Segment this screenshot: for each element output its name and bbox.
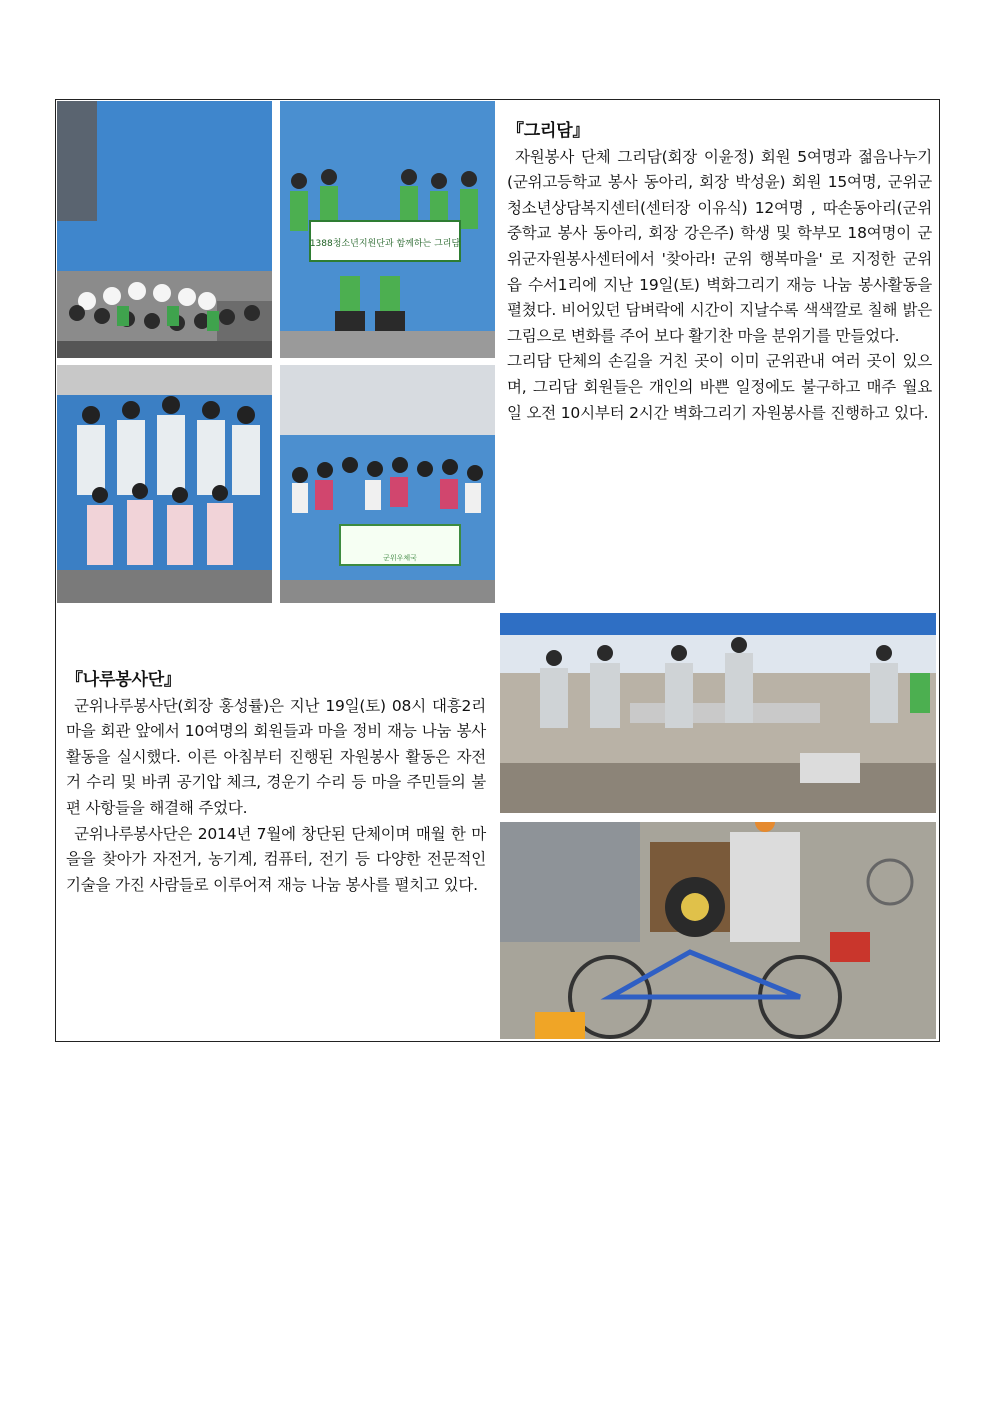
section-gridam-paragraph-2: 그리담 단체의 손길을 거친 곳이 이미 군위관내 여러 곳이 있으며, 그리담 회원들은 개인의 바쁜 일정에도 불구하고 매주 월요일 오전 10시부터 2시간 벽화그리기 자원봉사를 진행하고 있다. bbox=[507, 352, 932, 422]
section-naru-heading: 『나루봉사단』 bbox=[66, 670, 181, 690]
banner-text: 1388청소년지원단과 함께하는 그리담 bbox=[309, 239, 461, 249]
photo-group-banner bbox=[280, 101, 495, 358]
section-gridam-heading: 『그리담』 bbox=[507, 121, 590, 141]
photo-raincoat-group bbox=[57, 365, 272, 603]
section-gridam-paragraph-1: 자원봉사 단체 그리담(회장 이윤정) 회원 5여명과 젊음나누기(군위고등학교 봉사 동아리, 회장 박성윤) 회원 15여명, 군위군청소년상담복지센터(센터장 이유식) 12여명 , 따손동아리(군위중학교 봉사 동아리, 회장 강은주) 학생 및 학부모 18여명이 군위군자원봉사센터에서 '찾아라! 군위 행복마을' 로 지정한 군위읍 수서1리에 지난 19일(토) 벽화그리기 재능 나눔 봉사활동을 펼쳤다. 비어있던 담벼락에 시간이 지날수록 색색깔로 칠해 밝은 그림으로 변화를 주어 보다 활기찬 마을 분위기를 만들었다. bbox=[507, 147, 932, 345]
banner-text-2: 군위우체국 bbox=[383, 554, 417, 562]
photo-group-banner-2 bbox=[280, 365, 495, 603]
photo-tent-repair bbox=[500, 613, 936, 813]
section-naru bbox=[66, 668, 486, 898]
section-naru-paragraph-1: 군위나루봉사단(회장 홍성률)은 지난 19일(토) 08시 대흥2리 마을 회관 앞에서 10여명의 회원들과 마을 정비 재능 나눔 봉사활동을 실시했다. 이른 아침부터 진행된 자원봉사 활동은 자전거 수리 및 바퀴 공기압 체크, 경운기 수리 등 마을 주민들의 불편 사항들을 해결해 주었다. bbox=[66, 696, 486, 817]
photo-bicycle-repair bbox=[500, 822, 936, 1039]
section-gridam bbox=[507, 119, 932, 426]
section-naru-paragraph-2: 군위나루봉사단은 2014년 7월에 창단된 단체이며 매월 한 마을을 찾아가 자전거, 농기계, 컴퓨터, 전기 등 다양한 전문적인 기술을 가진 사람들로 이루어져 재능 나눔 봉사를 펼치고 있다. bbox=[66, 824, 486, 894]
photo-group-blue-wall bbox=[57, 101, 272, 358]
